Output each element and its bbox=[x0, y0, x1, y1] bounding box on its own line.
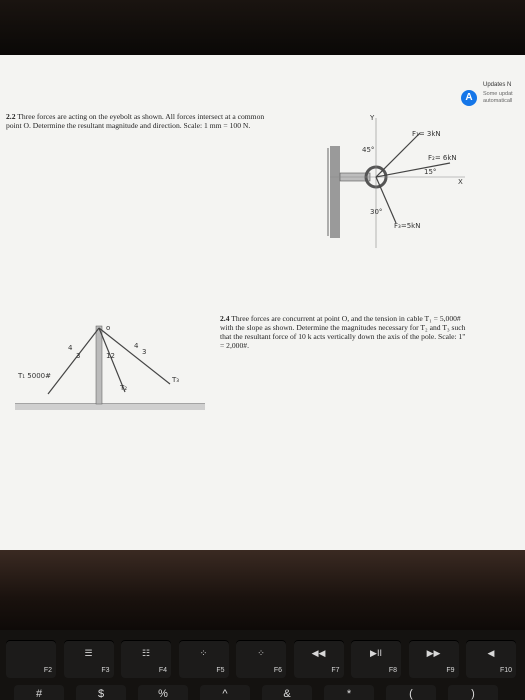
fn-key-f8[interactable] bbox=[351, 640, 401, 678]
fn-key-f3[interactable] bbox=[64, 640, 114, 678]
screen-bezel-bottom bbox=[0, 550, 525, 630]
number-key[interactable]: # bbox=[14, 685, 64, 700]
number-key[interactable]: ) bbox=[448, 685, 498, 700]
slope-left-b: 3 bbox=[76, 352, 81, 360]
fn-key-f5[interactable] bbox=[179, 640, 229, 678]
angle1-label: 45° bbox=[362, 146, 375, 154]
fn-key-glyph: ☰ bbox=[84, 648, 93, 658]
fn-key-glyph: ⁘ bbox=[257, 648, 265, 658]
number-key[interactable]: & bbox=[262, 685, 312, 700]
wall bbox=[330, 146, 340, 238]
fn-key-f7[interactable] bbox=[294, 640, 344, 678]
ground bbox=[15, 404, 205, 410]
fn-key-f2[interactable] bbox=[6, 640, 56, 678]
notification-line2: automaticall bbox=[483, 98, 513, 104]
slope-right-a: 4 bbox=[134, 342, 139, 350]
fn-key-glyph: ☷ bbox=[141, 648, 151, 658]
fn-key-label: F4 bbox=[158, 667, 167, 674]
app-store-icon: A bbox=[461, 90, 477, 106]
problem-2-2-body: Three forces are acting on the eyebolt as shown. All forces intersect at a common point O. Determine the resultant magnitude and direction. Scale: 1 mm = 100 N. bbox=[6, 112, 265, 130]
number-key[interactable]: ^ bbox=[200, 685, 250, 700]
number-key[interactable]: ( bbox=[386, 685, 436, 700]
fn-key-glyph: ◀◀ bbox=[311, 648, 326, 658]
f2-label: F₂= 6kN bbox=[428, 154, 457, 162]
fn-key-glyph: ▶II bbox=[370, 648, 382, 658]
f3-label: F₃=5kN bbox=[394, 222, 421, 230]
fn-key-label: F5 bbox=[216, 667, 225, 674]
fn-key-label: F2 bbox=[43, 667, 52, 674]
fn-key-f6[interactable] bbox=[236, 640, 286, 678]
number-key[interactable]: % bbox=[138, 685, 188, 700]
notification-title: Updates N bbox=[483, 82, 512, 88]
pole-figure bbox=[10, 312, 210, 442]
point-o-label: o bbox=[106, 324, 111, 332]
problem-2-4-number: 2.4 bbox=[220, 314, 230, 323]
number-key[interactable]: * bbox=[324, 685, 374, 700]
angle3-label: 30° bbox=[370, 208, 383, 216]
fn-key-glyph: ⁘ bbox=[199, 648, 208, 658]
fn-key-label: F6 bbox=[273, 667, 282, 674]
x-axis-label: X bbox=[458, 178, 463, 186]
f1-label: F₁= 3kN bbox=[412, 130, 441, 138]
problem-2-4-text bbox=[220, 314, 470, 350]
force-f3 bbox=[376, 177, 396, 223]
slope-right-b: 3 bbox=[142, 348, 147, 356]
fn-key-glyph: ▶▶ bbox=[426, 648, 441, 658]
t1-value-label: T₁ 5000# bbox=[18, 372, 51, 380]
slope-left-a: 4 bbox=[68, 344, 73, 352]
fn-key-label: F3 bbox=[101, 667, 110, 674]
screen-bezel-top bbox=[0, 0, 525, 55]
fn-key-label: F8 bbox=[388, 667, 397, 674]
notification-line1: Some updat bbox=[483, 91, 513, 97]
y-axis-label: Y bbox=[370, 114, 375, 122]
eyebolt-figure bbox=[300, 108, 480, 258]
angle2-label: 15° bbox=[424, 168, 437, 176]
number-key[interactable]: $ bbox=[76, 685, 126, 700]
problem-2-4-body: Three forces are concurrent at point O, and the tension in cable T₁ = 5,000# with the slope as shown. Determine the magnitudes necessary for T₂ and T₃ such that the resultant force of 10 k acts vertically down the axis of the pole. Scale: 1" = 2,000#. bbox=[220, 314, 466, 350]
fn-key-label: F7 bbox=[331, 667, 340, 674]
fn-key-f10[interactable] bbox=[466, 640, 516, 678]
t2-label: T₂ bbox=[120, 384, 128, 392]
pole bbox=[96, 326, 102, 404]
fn-key-label: F9 bbox=[446, 667, 455, 674]
problem-2-2-text bbox=[6, 112, 266, 130]
fn-key-f9[interactable] bbox=[409, 640, 459, 678]
t3-label: T₃ bbox=[172, 376, 180, 384]
fn-key-label: F10 bbox=[499, 667, 512, 674]
problem-2-2-number: 2.2 bbox=[6, 112, 16, 121]
fn-key-glyph: ◀ bbox=[487, 648, 495, 658]
cable-t1 bbox=[48, 328, 99, 394]
slope-mid: 12 bbox=[106, 352, 115, 360]
fn-key-f4[interactable] bbox=[121, 640, 171, 678]
